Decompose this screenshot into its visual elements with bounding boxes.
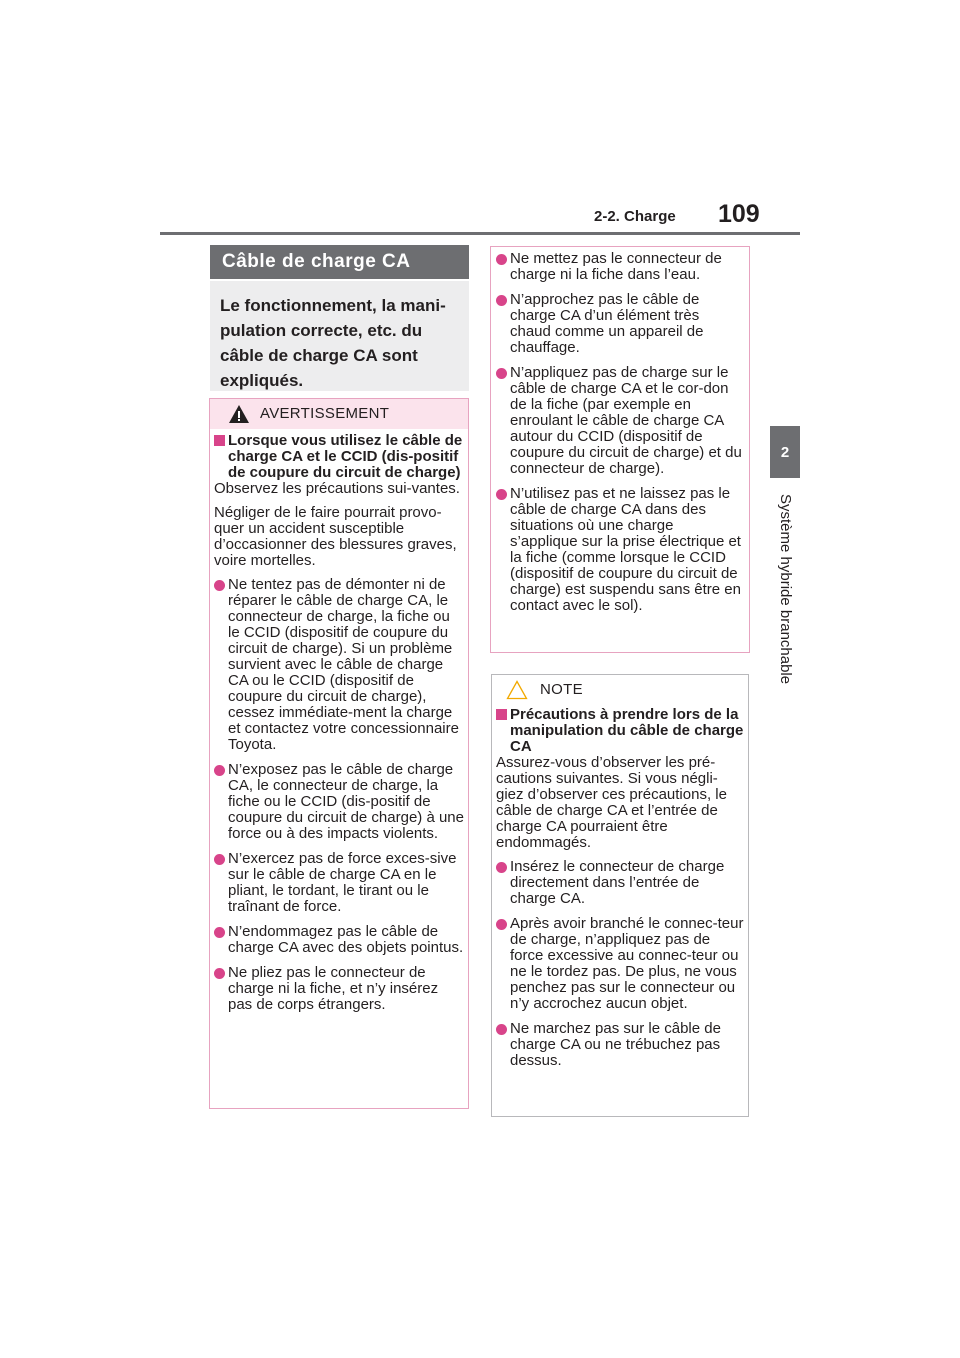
chapter-title: Système hybride branchable <box>777 494 794 685</box>
list-item: N’exposez pas le câble de charge CA, le connecteur de charge, la fiche ou le CCID (dis-positif de coupure du circuit de charge) à une force ou à des impacts violents. <box>214 762 464 842</box>
list-item: N’endommagez pas le câble de charge CA avec des objets pointus. <box>214 924 464 956</box>
section-title: Câble de charge CA <box>210 245 469 279</box>
list-item: Ne pliez pas le connecteur de charge ni la fiche, et n’y insérez pas de corps étrangers. <box>214 965 464 1013</box>
list-item: Ne marchez pas sur le câble de charge CA ou ne trébuchez pas dessus. <box>496 1021 744 1069</box>
warning-triangle-icon <box>228 404 250 424</box>
note-content <box>496 707 744 1078</box>
warning-heading: Lorsque vous utilisez le câble de charge CA et le CCID (dis-positif de coupure du circuit de charge) <box>214 433 464 481</box>
bullet-dot-icon <box>214 968 225 979</box>
section-intro: Le fonctionnement, la mani-pulation correcte, etc. du câble de charge CA sont expliqués. <box>210 281 469 391</box>
list-item: Insérez le connecteur de charge directement dans l’entrée de charge CA. <box>496 859 744 907</box>
list-item: N’approchez pas le câble de charge CA d’un élément très chaud comme un appareil de chauffage. <box>496 292 744 356</box>
warning-paragraph: Négliger de le faire pourrait provo-quer un accident susceptible d’occasionner des blessures graves, voire mortelles. <box>214 504 457 569</box>
warning-header <box>210 399 468 429</box>
bullet-dot-icon <box>496 368 507 379</box>
bullet-dot-icon <box>214 927 225 938</box>
bullet-dot-icon <box>496 254 507 265</box>
bullet-dot-icon <box>496 295 507 306</box>
square-bullet-icon <box>214 435 225 446</box>
header-rule <box>160 232 800 235</box>
note-title: NOTE <box>540 681 583 698</box>
note-paragraph: Assurez-vous d’observer les pré-cautions suivantes. Si vous négli-giez d’observer ces précautions, le câble de charge CA et l’entrée de charge CA pourraient être endommagés. <box>496 754 727 851</box>
note-heading: Précautions à prendre lors de la manipulation du câble de charge CA <box>496 707 744 755</box>
bullet-dot-icon <box>496 862 507 873</box>
page-number: 109 <box>718 200 760 228</box>
list-item: Après avoir branché le connec-teur de charge, n’appliquez pas de force excessive au connec-teur ou ne le tordez pas. De plus, ne vous penchez pas sur le connecteur ou n’y accrochez aucun objet. <box>496 916 744 1012</box>
warning-content <box>214 433 464 1022</box>
warning-title: AVERTISSEMENT <box>260 405 390 422</box>
bullet-dot-icon <box>214 580 225 591</box>
bullet-dot-icon <box>496 489 507 500</box>
list-item: Ne tentez pas de démonter ni de réparer le câble de charge CA, le connecteur de charge, la fiche ou le CCID (dispositif de coupure du circuit de charge). Si un problème survient avec le câble de charge CA ou le CCID (dispositif de coupure du circuit de charge), cessez immédiate-ment la charge et contactez votre concessionnaire Toyota. <box>214 577 464 753</box>
bullet-dot-icon <box>214 765 225 776</box>
bullet-dot-icon <box>214 854 225 865</box>
list-item: Ne mettez pas le connecteur de charge ni la fiche dans l’eau. <box>496 251 744 283</box>
caution-outline-icon <box>506 680 528 700</box>
warning-paragraph: Observez les précautions sui-vantes. <box>214 480 460 497</box>
note-header <box>492 675 748 705</box>
chapter-tab <box>770 426 800 478</box>
section-label: 2-2. Charge <box>594 208 676 225</box>
bullet-dot-icon <box>496 1024 507 1035</box>
list-item: N’utilisez pas et ne laissez pas le câble de charge CA dans des situations où une charge s’applique sur la prise électrique et la fiche (comme lorsque le CCID (dispositif de coupure du circuit de charge) est suspendu sans être en contact avec le sol). <box>496 486 744 614</box>
square-bullet-icon <box>496 709 507 720</box>
bullet-dot-icon <box>496 919 507 930</box>
list-item: N’exercez pas de force exces-sive sur le câble de charge CA en le pliant, le tordant, le tirant ou le traînant de force. <box>214 851 464 915</box>
chapter-number: 2 <box>780 443 790 461</box>
list-item: N’appliquez pas de charge sur le câble de charge CA et le cor-don de la fiche (par exemple en enroulant le câble de charge CA autour du CCID (dispositif de coupure du circuit de charge) et du connecteur de charge). <box>496 365 744 477</box>
warning-continued-content <box>496 251 744 623</box>
